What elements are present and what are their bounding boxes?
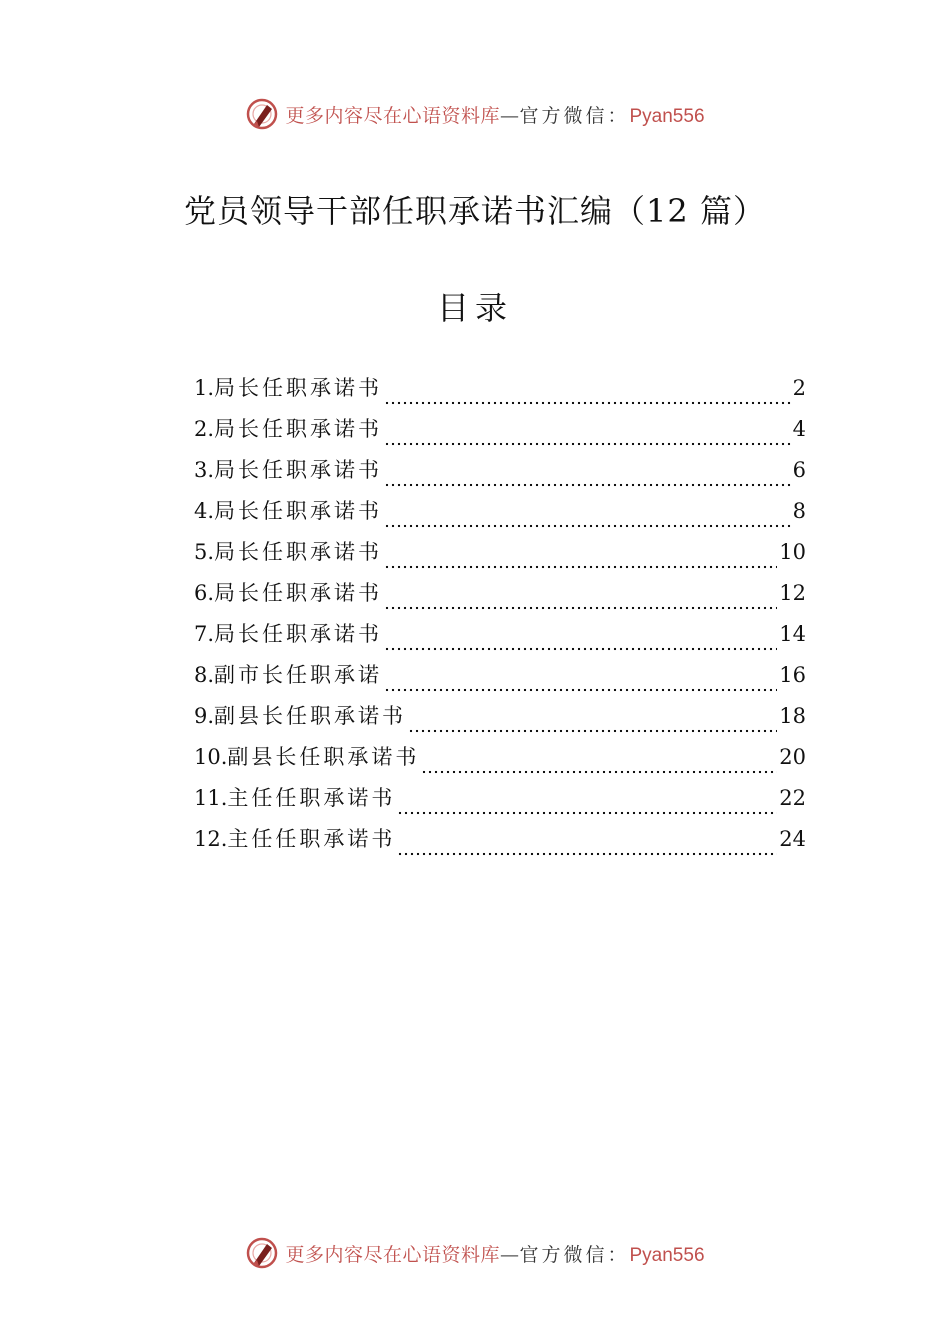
toc-entry-title: 副市长任职承诺 <box>214 663 383 687</box>
toc-entry-title: 局长任职承诺书 <box>214 458 383 482</box>
toc-entry[interactable] <box>194 454 806 495</box>
pen-nib-logo-icon <box>245 1236 279 1270</box>
toc-entry-title: 局长任职承诺书 <box>214 376 383 400</box>
pen-nib-logo-icon <box>245 97 279 131</box>
table-of-contents <box>194 372 806 864</box>
toc-entry-number: 7. <box>194 622 215 646</box>
toc-entry[interactable] <box>194 495 806 536</box>
toc-entry-page: 18 <box>779 704 806 728</box>
toc-entry-number: 5. <box>194 540 215 564</box>
toc-entry[interactable] <box>194 741 806 782</box>
toc-entry[interactable] <box>194 659 806 700</box>
toc-entry-title: 局长任职承诺书 <box>214 499 383 523</box>
toc-entry-page: 16 <box>779 663 806 687</box>
toc-entry-title: 主任任职承诺书 <box>227 786 396 810</box>
toc-entry-title: 局长任职承诺书 <box>214 622 383 646</box>
toc-entry[interactable] <box>194 413 806 454</box>
toc-entry-number: 1. <box>194 376 215 400</box>
toc-leader-dots <box>421 770 777 774</box>
toc-entry-title: 主任任职承诺书 <box>227 827 396 851</box>
toc-entry-page: 22 <box>779 786 806 810</box>
toc-entry[interactable] <box>194 823 806 864</box>
toc-entry-page: 2 <box>792 376 806 400</box>
toc-entry-number: 2. <box>194 417 215 441</box>
toc-leader-dots <box>384 401 791 405</box>
toc-entry-page: 20 <box>779 745 806 769</box>
toc-entry-page: 6 <box>792 458 806 482</box>
toc-entry[interactable] <box>194 700 806 741</box>
toc-leader-dots <box>408 729 777 733</box>
toc-entry-number: 10. <box>194 745 228 769</box>
header-watermark-banner <box>0 94 950 134</box>
toc-heading: 目录 <box>436 289 513 327</box>
toc-entry-page: 8 <box>792 499 806 523</box>
toc-entry-number: 6. <box>194 581 215 605</box>
toc-entry[interactable] <box>194 782 806 823</box>
toc-entry-page: 14 <box>779 622 806 646</box>
toc-entry-number: 11. <box>194 786 228 810</box>
toc-entry[interactable] <box>194 536 806 577</box>
toc-entry[interactable] <box>194 618 806 659</box>
toc-entry-page: 4 <box>792 417 806 441</box>
document-title: 党员领导干部任职承诺书汇编（12 篇） <box>184 192 766 230</box>
toc-entry-title: 局长任职承诺书 <box>214 581 383 605</box>
toc-entry-number: 8. <box>194 663 215 687</box>
toc-entry-page: 12 <box>779 581 806 605</box>
toc-entry-title: 局长任职承诺书 <box>214 417 383 441</box>
toc-leader-dots <box>384 524 791 528</box>
toc-leader-dots <box>384 606 777 610</box>
toc-leader-dots <box>384 565 777 569</box>
toc-leader-dots <box>384 442 791 446</box>
banner-text: 更多内容尽在心语资料库—官方微信：Pyan556 <box>285 1243 705 1266</box>
toc-entry[interactable] <box>194 577 806 618</box>
toc-leader-dots <box>384 647 777 651</box>
toc-entry-title: 局长任职承诺书 <box>214 540 383 564</box>
toc-entry[interactable] <box>194 372 806 413</box>
toc-entry-number: 4. <box>194 499 215 523</box>
toc-entry-page: 24 <box>779 827 806 851</box>
toc-entry-number: 9. <box>194 704 215 728</box>
footer-watermark-banner <box>0 1233 950 1273</box>
toc-leader-dots <box>384 688 777 692</box>
toc-leader-dots <box>397 852 777 856</box>
toc-entry-title: 副县长任职承诺书 <box>227 745 420 769</box>
toc-leader-dots <box>384 483 791 487</box>
toc-entry-page: 10 <box>779 540 806 564</box>
toc-entry-number: 12. <box>194 827 228 851</box>
toc-leader-dots <box>397 811 777 815</box>
toc-entry-title: 副县长任职承诺书 <box>214 704 407 728</box>
banner-text: 更多内容尽在心语资料库—官方微信：Pyan556 <box>285 104 705 127</box>
toc-entry-number: 3. <box>194 458 215 482</box>
